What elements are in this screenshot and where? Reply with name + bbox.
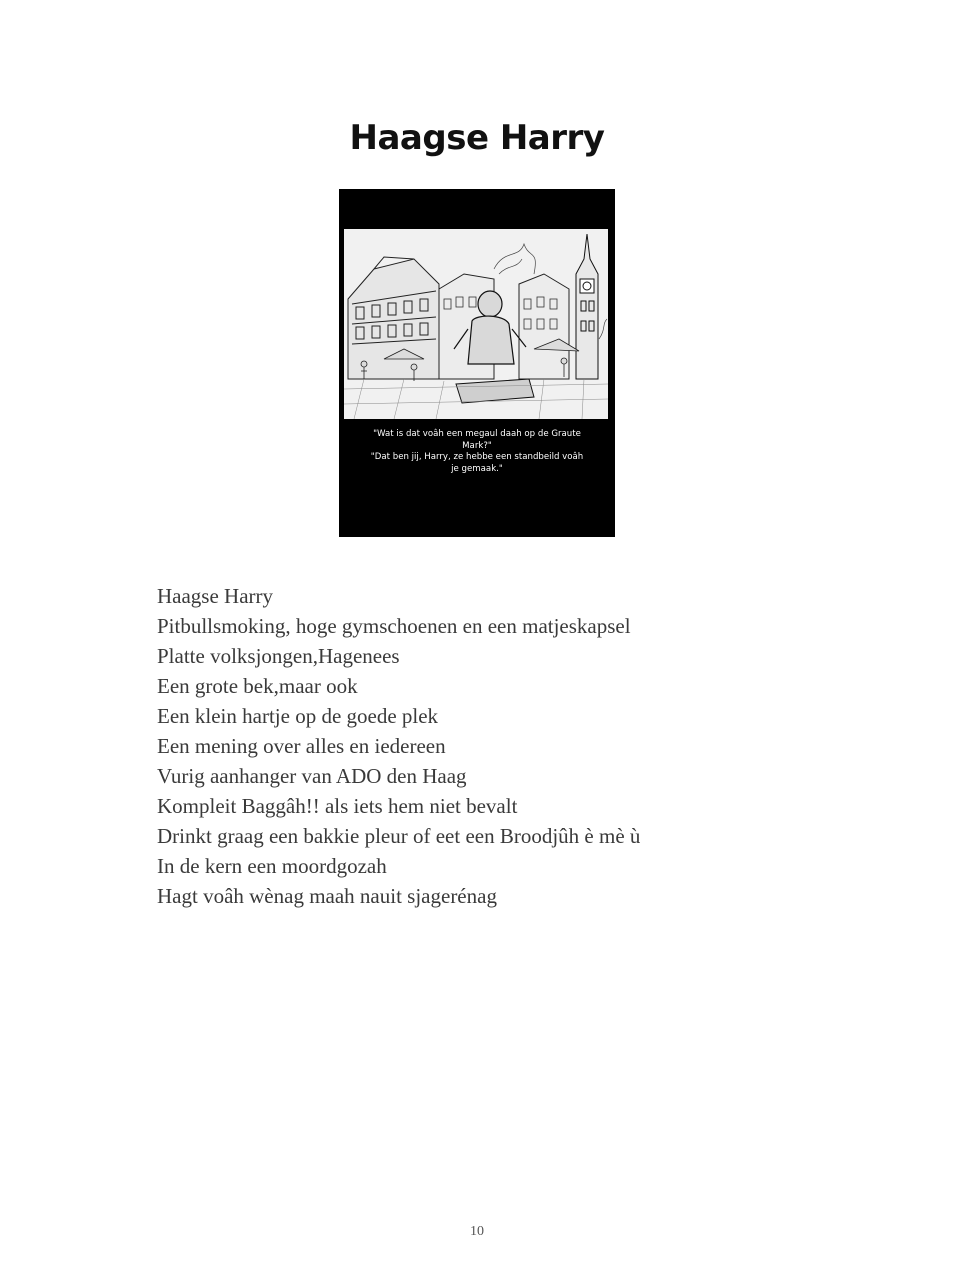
page-number: 10 xyxy=(470,1224,484,1239)
page-title: Haagse Harry xyxy=(349,118,605,158)
cartoon-figure xyxy=(339,189,615,537)
poem-line: Pitbullsmoking, hoge gymschoenen en een matjeskapsel xyxy=(157,614,631,638)
poem-line: Hagt voâh wènag maah nauit sjagerénag xyxy=(157,884,497,908)
poem-line: Drinkt graag een bakkie pleur of eet een Broodjûh è mè ù xyxy=(157,824,641,848)
poem-line: Platte volksjongen,Hagenees xyxy=(157,644,400,668)
poem-line: Kompleit Baggâh!! als iets hem niet bevalt xyxy=(157,794,518,818)
poem-line: Vurig aanhanger van ADO den Haag xyxy=(157,764,467,788)
poem-line: In de kern een moordgozah xyxy=(157,854,387,878)
poem-line: Een mening over alles en iedereen xyxy=(157,734,446,758)
poem-body xyxy=(157,581,640,911)
cartoon-drawing xyxy=(344,229,608,419)
caption-line: je gemaak." xyxy=(451,463,503,474)
cartoon-caption xyxy=(361,429,593,475)
caption-line: "Dat ben jĳ, Harry, ze hebbe een standbeild voâh xyxy=(370,452,584,462)
caption-line: Mark?" xyxy=(462,440,492,451)
poem-line: Haagse Harry xyxy=(157,584,274,608)
poem-line: Een grote bek,maar ook xyxy=(157,674,358,698)
caption-line: "Wat is dat voâh een megaul daah op de Graute xyxy=(373,429,581,439)
poem-line: Een klein hartje op de goede plek xyxy=(157,704,439,728)
